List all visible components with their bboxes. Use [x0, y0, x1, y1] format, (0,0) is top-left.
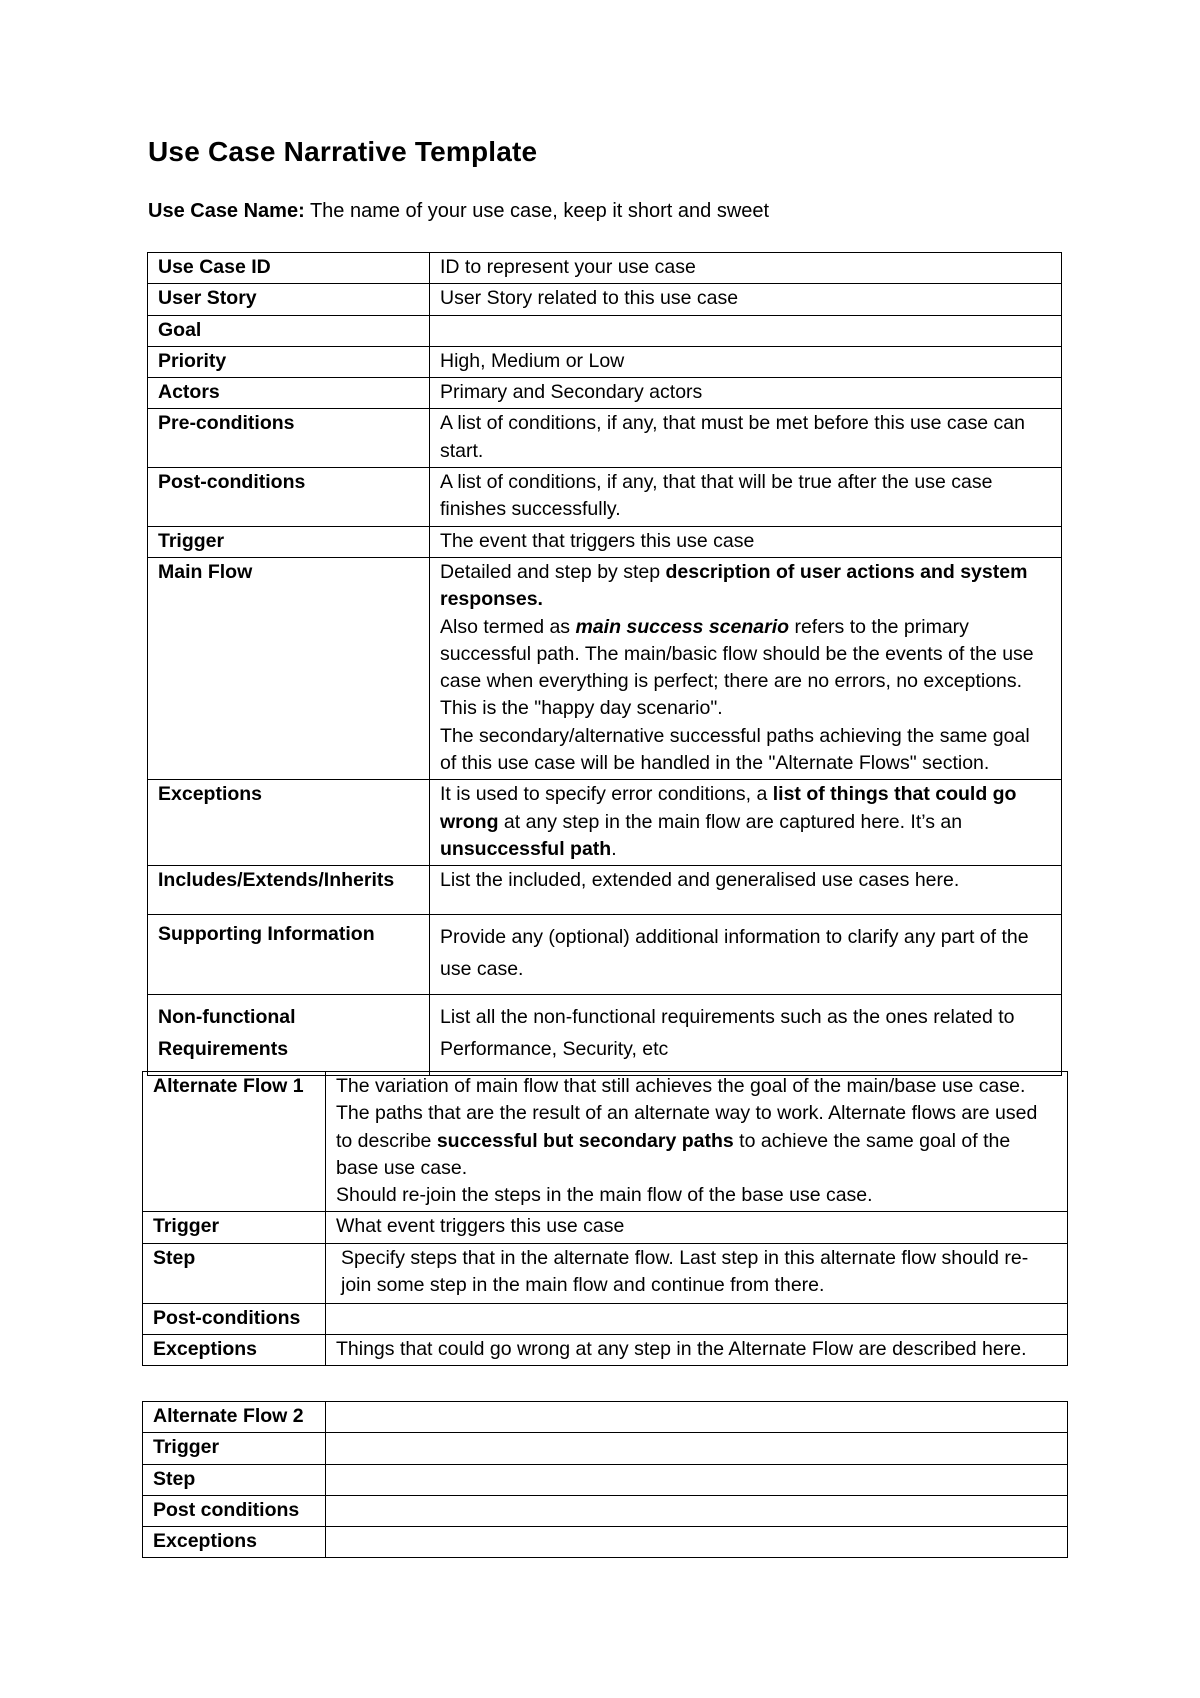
table-row [148, 915, 1062, 995]
alt1-post-conditions-value [326, 1303, 1068, 1334]
table-row [143, 1495, 1068, 1526]
alternate-flow-1-paragraph: Should re-join the steps in the main flow of the base use case. [336, 1184, 873, 1207]
table-row [148, 253, 1062, 284]
main-flow-label: Main Flow [148, 557, 430, 779]
main-flow-text: refers to the primary successful path. The main/basic flow should be the events of the use case when everything is perfect; there are no errors, no exceptions. This is the "happy day scenario". [440, 615, 1034, 720]
actors-label: Actors [148, 378, 430, 409]
main-flow-paragraph [440, 614, 1051, 723]
table-row [148, 378, 1062, 409]
alt1-post-conditions-label: Post-conditions [143, 1303, 326, 1334]
use-case-id-label: Use Case ID [148, 253, 430, 284]
alternate-flow-2-value [326, 1402, 1068, 1433]
table-row [148, 409, 1062, 468]
table-row [143, 1464, 1068, 1495]
alternate-flow-2-table [142, 1401, 1068, 1558]
alt1-exceptions-value: Things that could go wrong at any step in the Alternate Flow are described here. [326, 1335, 1068, 1366]
exceptions-value [430, 780, 1062, 866]
non-functional-value: List all the non-functional requirements such as the ones related to Performance, Security, etc [430, 995, 1062, 1076]
table-row [143, 1072, 1068, 1212]
post-conditions-value: A list of conditions, if any, that that will be true after the use case finishes successfully. [430, 468, 1062, 527]
table-row [148, 780, 1062, 866]
alternate-flow-1-table [142, 1071, 1068, 1366]
alternate-flow-1-paragraph [336, 1073, 1057, 1182]
table-row [143, 1402, 1068, 1433]
pre-conditions-label: Pre-conditions [148, 409, 430, 468]
alternate-flow-1-label: Alternate Flow 1 [143, 1072, 326, 1212]
user-story-label: User Story [148, 284, 430, 315]
table-row [148, 346, 1062, 377]
unsuccessful-path-term: unsuccessful path [440, 837, 612, 860]
use-case-name-line [148, 200, 769, 223]
alt2-post-conditions-label: Post conditions [143, 1495, 326, 1526]
table-row [148, 315, 1062, 346]
alt2-exceptions-label: Exceptions [143, 1527, 326, 1558]
pre-conditions-value: A list of conditions, if any, that must be met before this use case can start. [430, 409, 1062, 468]
table-row [143, 1212, 1068, 1243]
alternate-flow-1-text: The variation of main flow that still achieves the goal of the main/base use case. The paths that are the result of an alternate way to work. Alternate flows are used to describe [336, 1075, 1038, 1152]
main-flow-paragraph [440, 559, 1051, 614]
table-row [143, 1433, 1068, 1464]
table-row [148, 557, 1062, 779]
alternate-flow-1-emphasis: successful but secondary paths [436, 1129, 734, 1152]
exceptions-emphasis: list of things that could go wrong [440, 783, 1017, 833]
goal-label: Goal [148, 315, 430, 346]
user-story-value: User Story related to this use case [430, 284, 1062, 315]
actors-value: Primary and Secondary actors [430, 378, 1062, 409]
includes-label: Includes/Extends/Inherits [148, 866, 430, 915]
use-case-id-value: ID to represent your use case [430, 253, 1062, 284]
exceptions-text: . [611, 837, 617, 860]
table-row [148, 995, 1062, 1076]
alt2-step-label: Step [143, 1464, 326, 1495]
alt1-trigger-value: What event triggers this use case [326, 1212, 1068, 1243]
main-flow-paragraph: The secondary/alternative successful paths achieving the same goal of this use case will be handled in the "Alternate Flows" section. [440, 724, 1030, 775]
exceptions-text: at any step in the main flow are captured here. It’s an [498, 810, 963, 833]
table-row [143, 1527, 1068, 1558]
table-row [148, 468, 1062, 527]
alt2-post-conditions-value [326, 1495, 1068, 1526]
alternate-flow-1-value [326, 1072, 1068, 1212]
use-case-name-label: Use Case Name: [148, 200, 305, 222]
exceptions-label: Exceptions [148, 780, 430, 866]
goal-value [430, 315, 1062, 346]
alt2-exceptions-value [326, 1527, 1068, 1558]
main-success-scenario-term: main success scenario [575, 615, 790, 638]
table-row [148, 284, 1062, 315]
alt1-trigger-label: Trigger [143, 1212, 326, 1243]
non-functional-label: Non-functional Requirements [148, 995, 430, 1076]
exceptions-text: It is used to specify error conditions, a [440, 783, 773, 806]
alternate-flow-2-label: Alternate Flow 2 [143, 1402, 326, 1433]
priority-label: Priority [148, 346, 430, 377]
main-flow-value [430, 557, 1062, 779]
table-row [148, 866, 1062, 915]
alt1-step-value: Specify steps that in the alternate flow. Last step in this alternate flow should re-join some step in the main flow and continue from there. [326, 1243, 1068, 1303]
page-title: Use Case Narrative Template [148, 136, 538, 167]
alt2-trigger-value [326, 1433, 1068, 1464]
alt2-step-value [326, 1464, 1068, 1495]
alt2-trigger-label: Trigger [143, 1433, 326, 1464]
alternate-flow-1-text: to achieve the same goal of the base use case. [336, 1129, 1011, 1179]
table-row [143, 1303, 1068, 1334]
main-flow-text: Detailed and step by step [440, 560, 666, 583]
alt1-step-label: Step [143, 1243, 326, 1303]
supporting-information-value: Provide any (optional) additional information to clarify any part of the use case. [430, 915, 1062, 995]
main-flow-text: Also termed as [440, 615, 576, 638]
priority-value: High, Medium or Low [430, 346, 1062, 377]
use-case-name-value: The name of your use case, keep it short and sweet [309, 200, 770, 222]
table-row [143, 1335, 1068, 1366]
table-row [143, 1243, 1068, 1303]
post-conditions-label: Post-conditions [148, 468, 430, 527]
trigger-value: The event that triggers this use case [430, 526, 1062, 557]
main-flow-emphasis: description of user actions and system responses. [440, 560, 1028, 611]
trigger-label: Trigger [148, 526, 430, 557]
alt1-exceptions-label: Exceptions [143, 1335, 326, 1366]
includes-value: List the included, extended and generalised use cases here. [430, 866, 1062, 915]
supporting-information-label: Supporting Information [148, 915, 430, 995]
use-case-main-table [147, 252, 1062, 1076]
table-row [148, 526, 1062, 557]
